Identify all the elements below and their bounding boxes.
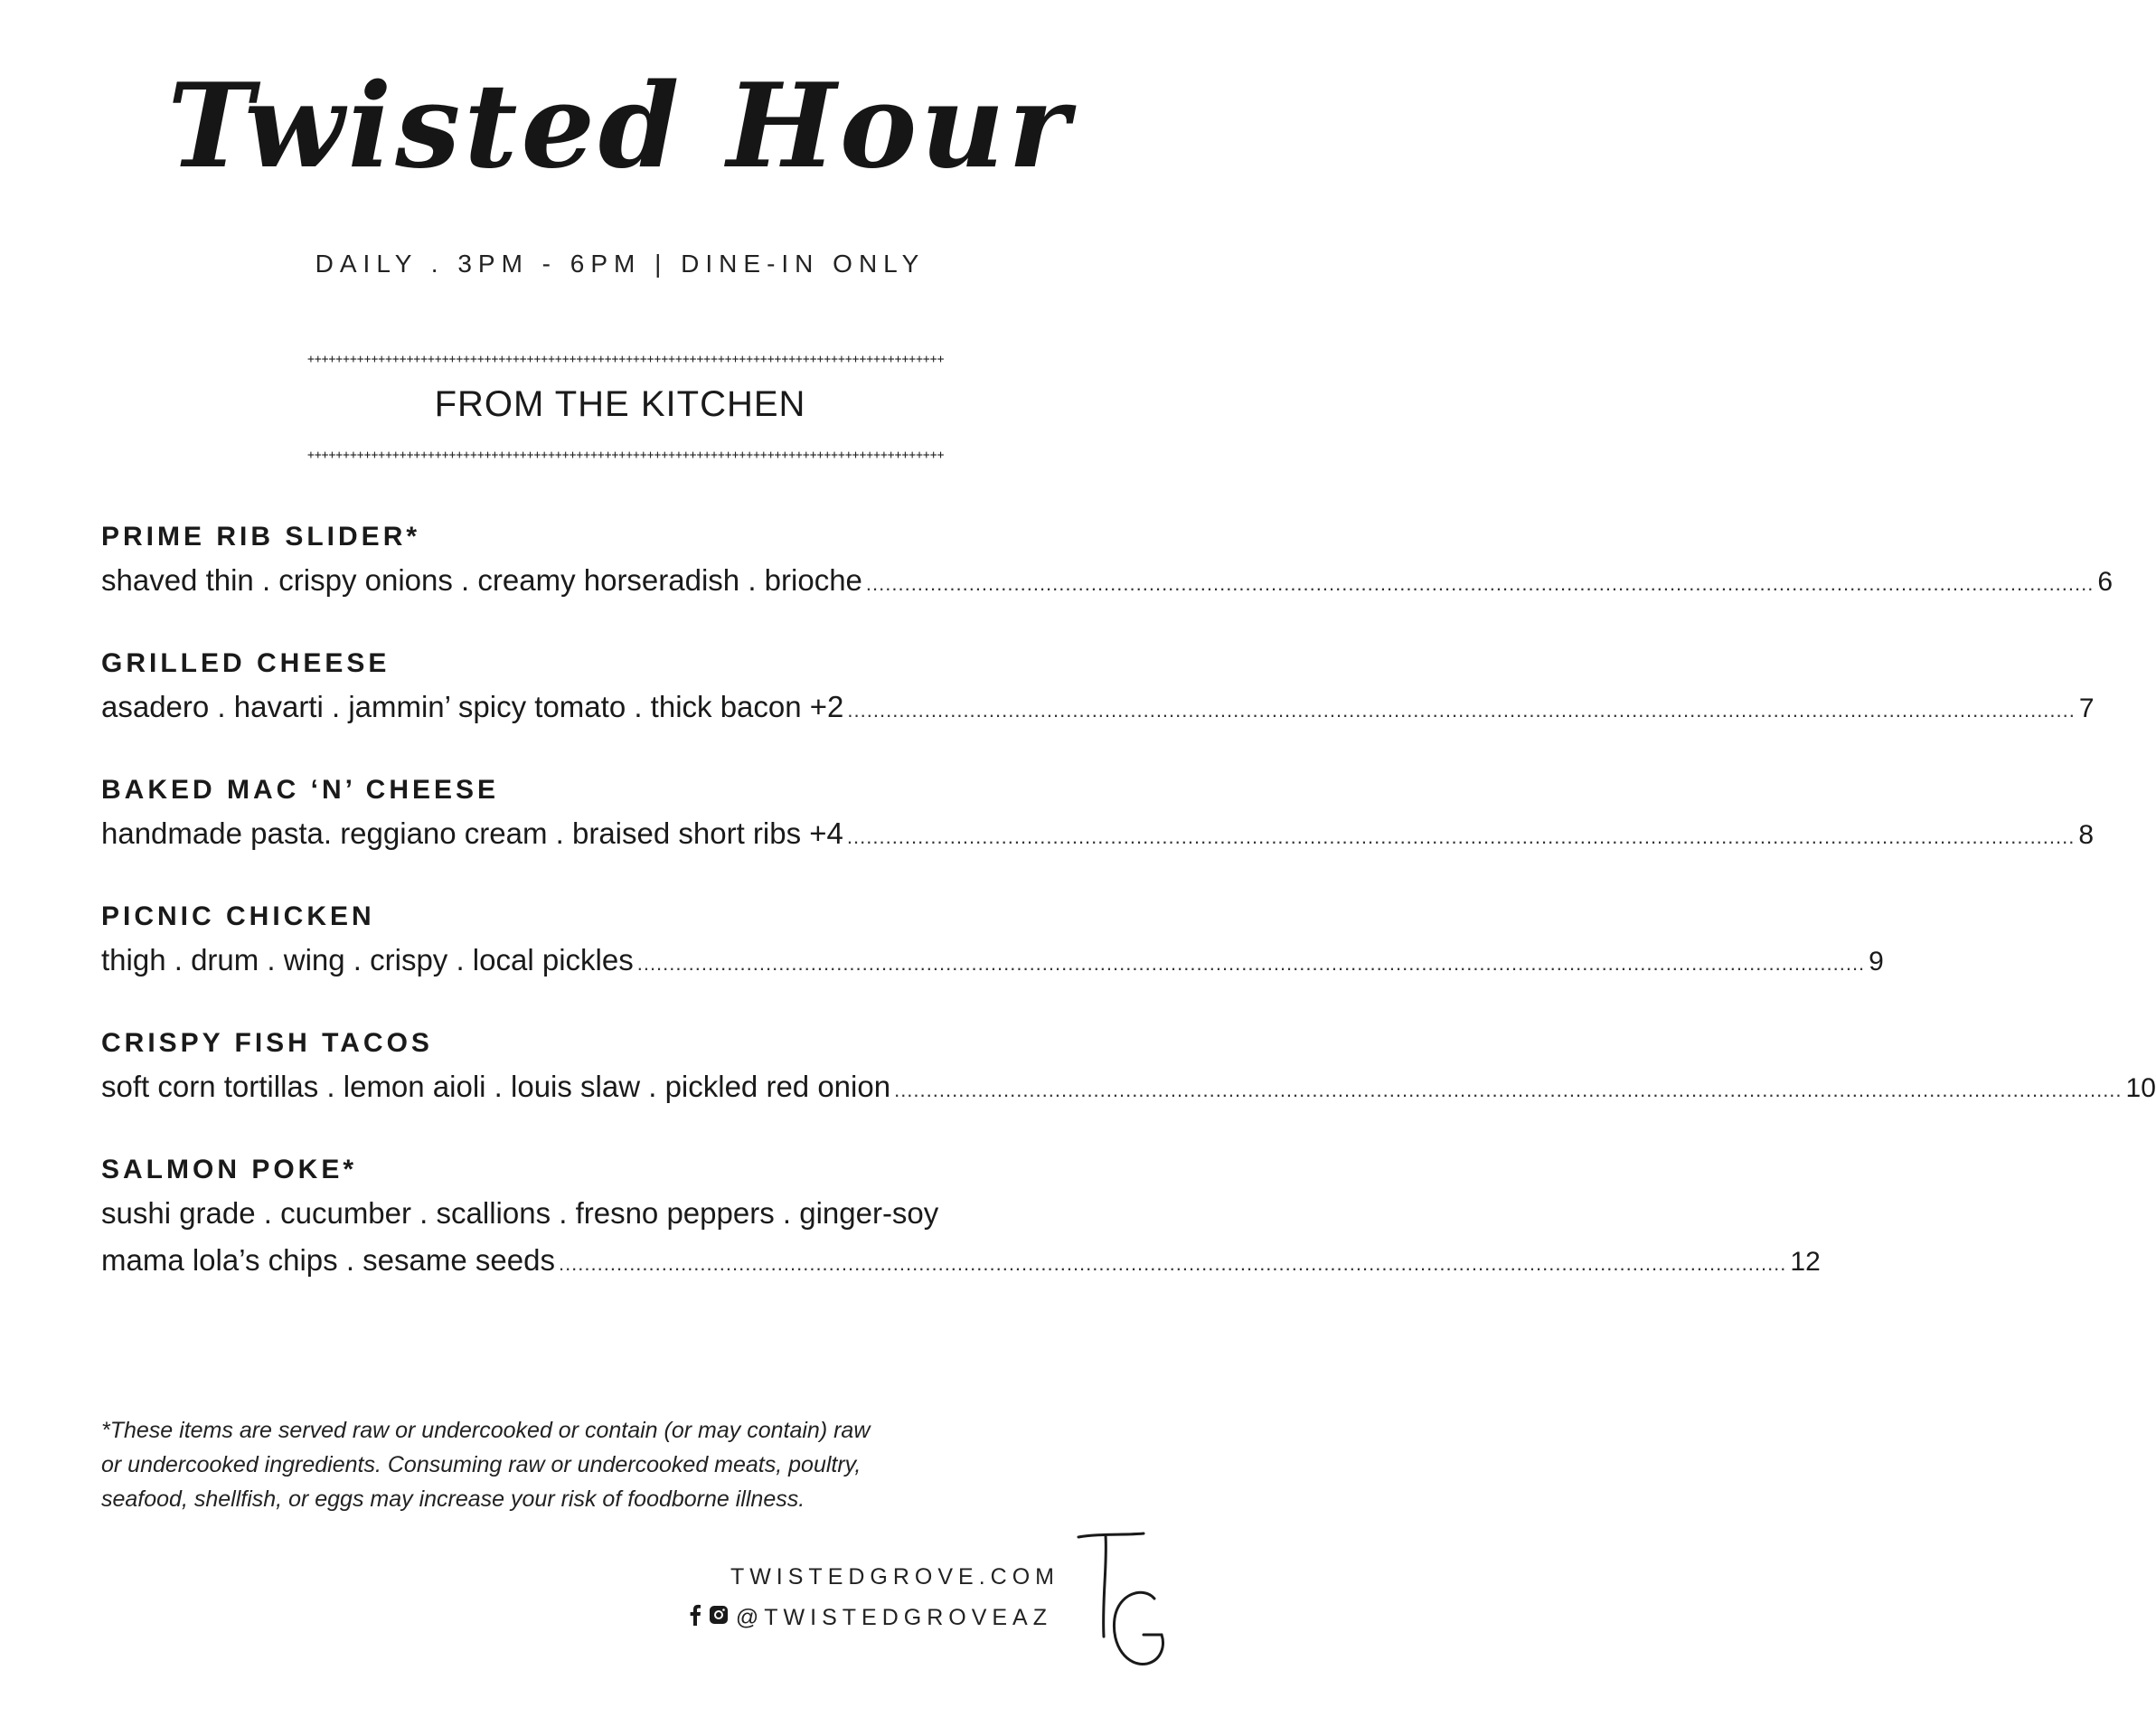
menu-item-name: GRILLED CHEESE (101, 648, 391, 678)
menu-item-name: PICNIC CHICKEN (101, 901, 375, 931)
menu-item-price-line (101, 1063, 2156, 1114)
menu-item-price-line (101, 1237, 1821, 1288)
menu-item-description: sushi grade . cucumber . scallions . fresno peppers . ginger-soy (101, 1196, 939, 1230)
menu-item-description: mama lola’s chips . sesame seeds (101, 1243, 555, 1277)
menu-item (101, 1150, 1821, 1288)
menu-title: Twisted Hour (167, 59, 1073, 194)
dot-leader: ............................................................................................................................................................................................... (894, 1079, 2123, 1101)
disclaimer-line: or undercooked ingredients. Consuming raw or undercooked meats, poultry, (101, 1452, 861, 1477)
menu-item-description: handmade pasta. reggiano cream . braised short ribs +4 (101, 816, 843, 850)
dot-leader: ............................................................................................................................................................................................... (558, 1252, 1787, 1275)
facebook-icon[interactable] (689, 1604, 701, 1632)
website-link[interactable]: TWISTEDGROVE.COM (730, 1564, 1059, 1590)
menu-item-name: BAKED MAC ‘N’ CHEESE (101, 775, 500, 805)
menu-item-price: 8 (2078, 820, 2095, 850)
menu-item-price: 6 (2097, 567, 2114, 597)
menu-item-price: 10 (2125, 1073, 2156, 1103)
menu-item-name: PRIME RIB SLIDER* (101, 522, 421, 552)
dot-leader: ............................................................................................................................................................................................... (636, 952, 1866, 975)
menu-item-name: CRISPY FISH TACOS (101, 1028, 433, 1058)
dot-leader: ............................................................................................................................................................................................... (847, 699, 2076, 722)
menu-item (101, 1024, 2156, 1114)
menu-item (101, 897, 1884, 987)
menu-item-description: soft corn tortillas . lemon aioli . louis slaw . pickled red onion (101, 1070, 891, 1103)
menu-list (101, 517, 2156, 1324)
menu-item-description: thigh . drum . wing . crispy . local pickles (101, 943, 634, 976)
disclaimer-line: *These items are served raw or undercooked or contain (or may contain) raw (101, 1418, 871, 1443)
menu-item-name: SALMON POKE* (101, 1155, 358, 1184)
section-divider-bottom: ++++++++++++++++++++++++++++++++++++++++++++++++++++++++++++++++++++++++++++++++++++++++++ (307, 448, 945, 462)
menu-item (101, 770, 2095, 861)
menu-item-price-line (101, 684, 2095, 734)
disclaimer-line: seafood, shellfish, or eggs may increase your risk of foodborne illness. (101, 1486, 805, 1512)
menu-item (101, 644, 2095, 734)
menu-hours: DAILY . 3PM - 6PM | DINE-IN ONLY (315, 250, 926, 278)
menu-item-price: 9 (1869, 947, 1884, 976)
menu-item-price-line (101, 810, 2095, 861)
section-title: FROM THE KITCHEN (434, 384, 806, 424)
menu-item-description: shaved thin . crispy onions . creamy horseradish . brioche (101, 563, 862, 597)
menu-item-price-line (101, 557, 2114, 608)
menu-item-price: 7 (2078, 693, 2095, 723)
menu-item-price: 12 (1790, 1247, 1821, 1277)
menu-item-description: asadero . havarti . jammin’ spicy tomato . thick bacon +2 (101, 690, 844, 723)
menu-item-price-line (101, 937, 1884, 987)
instagram-icon[interactable] (709, 1605, 729, 1631)
social-row (689, 1604, 1052, 1632)
raw-food-disclaimer (101, 1413, 1005, 1516)
dot-leader: ............................................................................................................................................................................................... (865, 572, 2095, 595)
menu-item (101, 517, 2114, 608)
section-divider-top: ++++++++++++++++++++++++++++++++++++++++++++++++++++++++++++++++++++++++++++++++++++++++++ (307, 353, 945, 366)
social-handle[interactable]: @TWISTEDGROVEAZ (735, 1605, 1052, 1630)
dot-leader: ............................................................................................................................................................................................... (846, 826, 2076, 848)
tg-logo (1071, 1528, 1171, 1673)
